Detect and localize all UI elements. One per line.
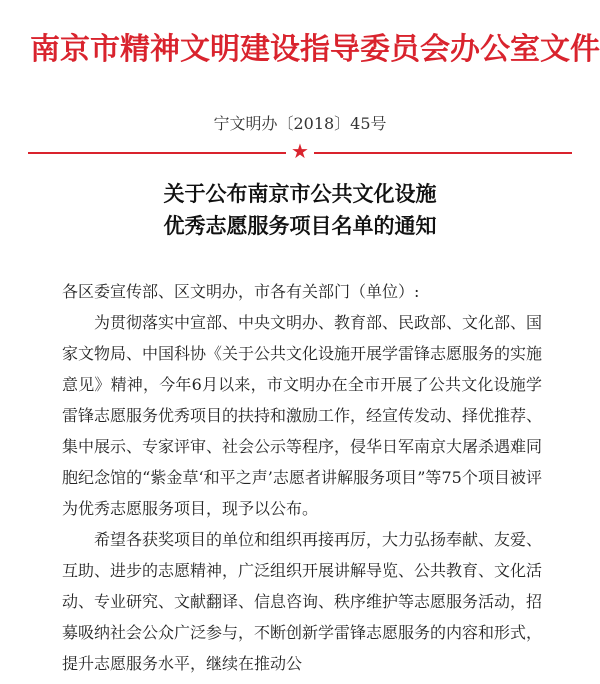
document-number: 宁文明办〔2018〕45号: [213, 114, 387, 133]
star-icon: ★: [291, 139, 309, 163]
title-line-2: 优秀志愿服务项目名单的通知: [163, 214, 437, 238]
header-divider-right: [314, 152, 572, 154]
body-paragraph-1: 为贯彻落实中宣部、中央文明办、教育部、民政部、文化部、国家文物局、中国科协《关于公共文化设施开展学雷锋志愿服务的实施意见》精神，今年6月以来，市文明办在全市开展了公共文化设施学雷锋志愿服务优秀项目的扶持和激励工作，经宣传发动、择优推荐、集中展示、专家评审、社会公示等程序，侵华日军南京大屠杀遇难同胞纪念馆的“紫金草‘和平之声’志愿者讲解服务项目”等75个项目被评为优秀志愿服务项目，现予以公布。: [62, 313, 543, 518]
document-title: [0, 178, 600, 242]
document-body: [62, 276, 542, 679]
header-divider-left: [28, 152, 286, 154]
body-paragraph-2: 希望各获奖项目的单位和组织再接再厉，大力弘扬奉献、友爱、互助、进步的志愿精神，广泛组织开展讲解导览、公共教育、文化活动、专业研究、文献翻译、信息咨询、秩序维护等志愿服务活动，招募吸纳社会公众广泛参与，不断创新学雷锋志愿服务的内容和形式，提升志愿服务水平，继续在推动公: [62, 530, 543, 673]
salutation: 各区委宣传部、区文明办，市各有关部门（单位）:: [62, 282, 420, 301]
title-line-1: 关于公布南京市公共文化设施: [163, 182, 437, 206]
issuing-organization-header: 南京市精神文明建设指导委员会办公室文件: [30, 32, 600, 67]
